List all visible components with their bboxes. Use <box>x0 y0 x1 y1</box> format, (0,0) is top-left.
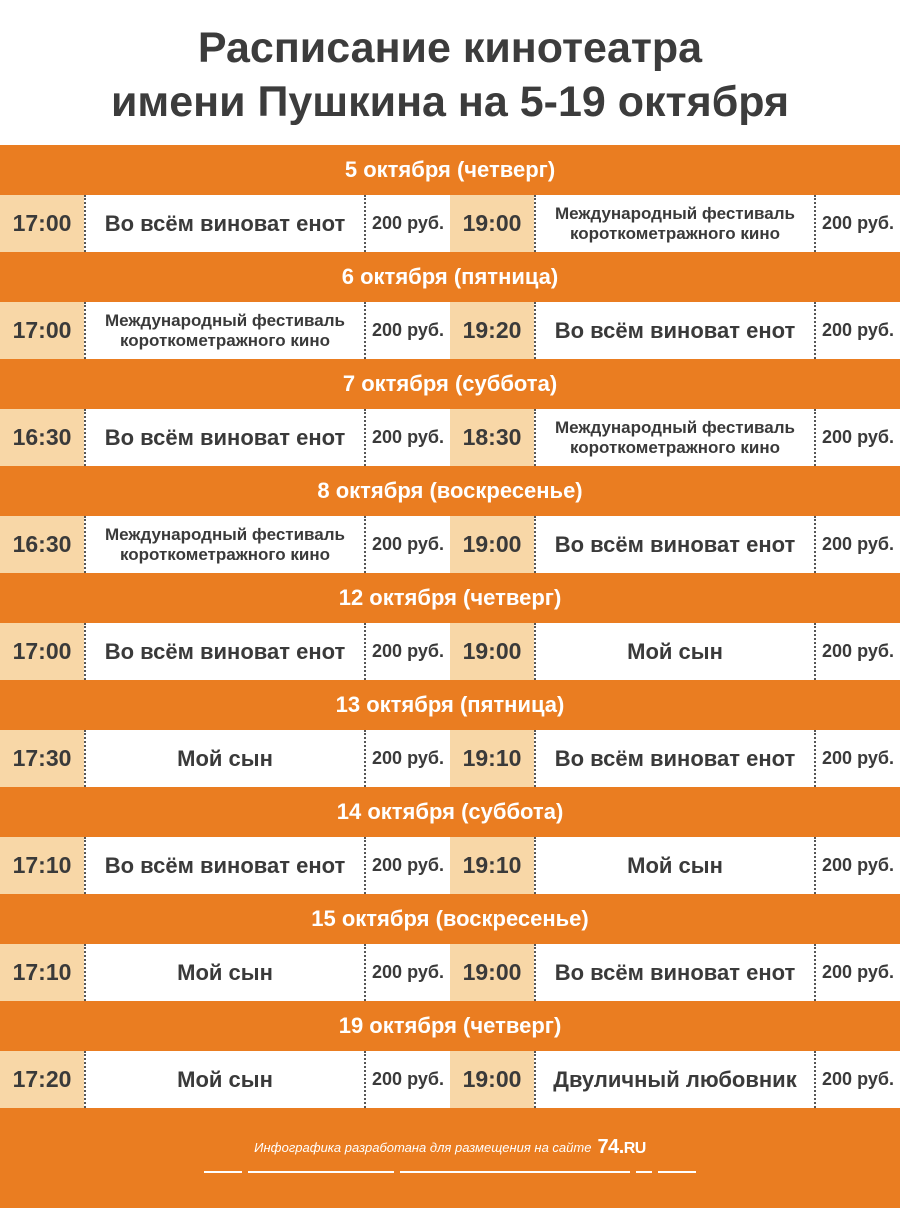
session-film: Международный фестиваль короткометражного кино <box>84 516 366 573</box>
session-row <box>0 837 900 894</box>
session-price: 200 руб. <box>372 213 444 233</box>
session-film: Международный фестиваль короткометражного кино <box>534 409 816 466</box>
session-price: 200 руб. <box>822 320 894 340</box>
session-time: 17:20 <box>0 1051 84 1108</box>
session-film: Во всём виноват енот <box>84 195 366 252</box>
session-row <box>0 195 900 252</box>
logo-dot: . <box>618 1136 624 1158</box>
session-price: 200 руб. <box>372 320 444 340</box>
session-time: 19:00 <box>450 1051 534 1108</box>
session-price: 200 руб. <box>372 1069 444 1089</box>
session-film: Мой сын <box>84 1051 366 1108</box>
session-price: 200 руб. <box>822 855 894 875</box>
session-time: 17:00 <box>0 195 84 252</box>
session-row <box>0 302 900 359</box>
day-header: 7 октября (суббота) <box>0 359 900 409</box>
session-price: 200 руб. <box>822 427 894 447</box>
page-title <box>0 0 900 145</box>
session-price: 200 руб. <box>372 534 444 554</box>
day-header: 5 октября (четверг) <box>0 145 900 195</box>
title-line-2: имени Пушкина на 5-19 октября <box>110 77 790 126</box>
session-price: 200 руб. <box>372 641 444 661</box>
session-row <box>0 516 900 573</box>
session-film: Мой сын <box>534 837 816 894</box>
session-film: Во всём виноват енот <box>534 944 816 1001</box>
footer-divider <box>204 1171 242 1173</box>
session-row <box>0 944 900 1001</box>
session-film: Во всём виноват енот <box>84 409 366 466</box>
session-row <box>0 730 900 787</box>
session-time: 17:10 <box>0 837 84 894</box>
day-header: 14 октября (суббота) <box>0 787 900 837</box>
session-film: Мой сын <box>84 944 366 1001</box>
session-time: 18:30 <box>450 409 534 466</box>
session-film: Во всём виноват енот <box>84 837 366 894</box>
session-row <box>0 409 900 466</box>
session-film: Во всём виноват енот <box>534 730 816 787</box>
session-price: 200 руб. <box>372 855 444 875</box>
session-film: Мой сын <box>534 623 816 680</box>
footer-divider <box>658 1171 696 1173</box>
footer-credit-text: Инфографика разработана для размещения на сайте <box>254 1140 592 1155</box>
session-price: 200 руб. <box>822 748 894 768</box>
session-time: 19:10 <box>450 837 534 894</box>
day-header: 12 октября (четверг) <box>0 573 900 623</box>
session-film: Международный фестиваль короткометражного кино <box>534 195 816 252</box>
session-time: 17:00 <box>0 623 84 680</box>
logo-number: 74 <box>597 1136 619 1158</box>
session-price: 200 руб. <box>372 748 444 768</box>
footer-credit <box>254 1136 646 1159</box>
session-price: 200 руб. <box>822 962 894 982</box>
session-row <box>0 623 900 680</box>
footer-divider <box>636 1171 652 1173</box>
session-price: 200 руб. <box>372 427 444 447</box>
session-time: 16:30 <box>0 516 84 573</box>
logo-domain: RU <box>623 1140 646 1157</box>
session-time: 19:00 <box>450 195 534 252</box>
session-price: 200 руб. <box>372 962 444 982</box>
footer-divider <box>248 1171 394 1173</box>
session-film: Во всём виноват енот <box>534 302 816 359</box>
session-film: Во всём виноват енот <box>84 623 366 680</box>
session-film: Во всём виноват енот <box>534 516 816 573</box>
day-header: 19 октября (четверг) <box>0 1001 900 1051</box>
session-film: Двуличный любовник <box>534 1051 816 1108</box>
day-header: 15 октября (воскресенье) <box>0 894 900 944</box>
day-header: 6 октября (пятница) <box>0 252 900 302</box>
session-price: 200 руб. <box>822 641 894 661</box>
session-row <box>0 1051 900 1108</box>
site-logo <box>597 1136 645 1159</box>
title-line-1: Расписание кинотеатра <box>197 23 703 72</box>
day-header: 8 октября (воскресенье) <box>0 466 900 516</box>
footer <box>0 1108 900 1208</box>
footer-divider <box>400 1171 630 1173</box>
session-time: 17:00 <box>0 302 84 359</box>
session-time: 16:30 <box>0 409 84 466</box>
session-film: Международный фестиваль короткометражного кино <box>84 302 366 359</box>
day-header: 13 октября (пятница) <box>0 680 900 730</box>
footer-decoration <box>204 1171 696 1173</box>
session-price: 200 руб. <box>822 534 894 554</box>
session-time: 19:00 <box>450 944 534 1001</box>
schedule <box>0 145 900 1108</box>
session-time: 17:30 <box>0 730 84 787</box>
session-price: 200 руб. <box>822 1069 894 1089</box>
session-price: 200 руб. <box>822 213 894 233</box>
session-time: 19:20 <box>450 302 534 359</box>
session-time: 19:00 <box>450 516 534 573</box>
session-time: 17:10 <box>0 944 84 1001</box>
session-time: 19:10 <box>450 730 534 787</box>
session-time: 19:00 <box>450 623 534 680</box>
session-film: Мой сын <box>84 730 366 787</box>
